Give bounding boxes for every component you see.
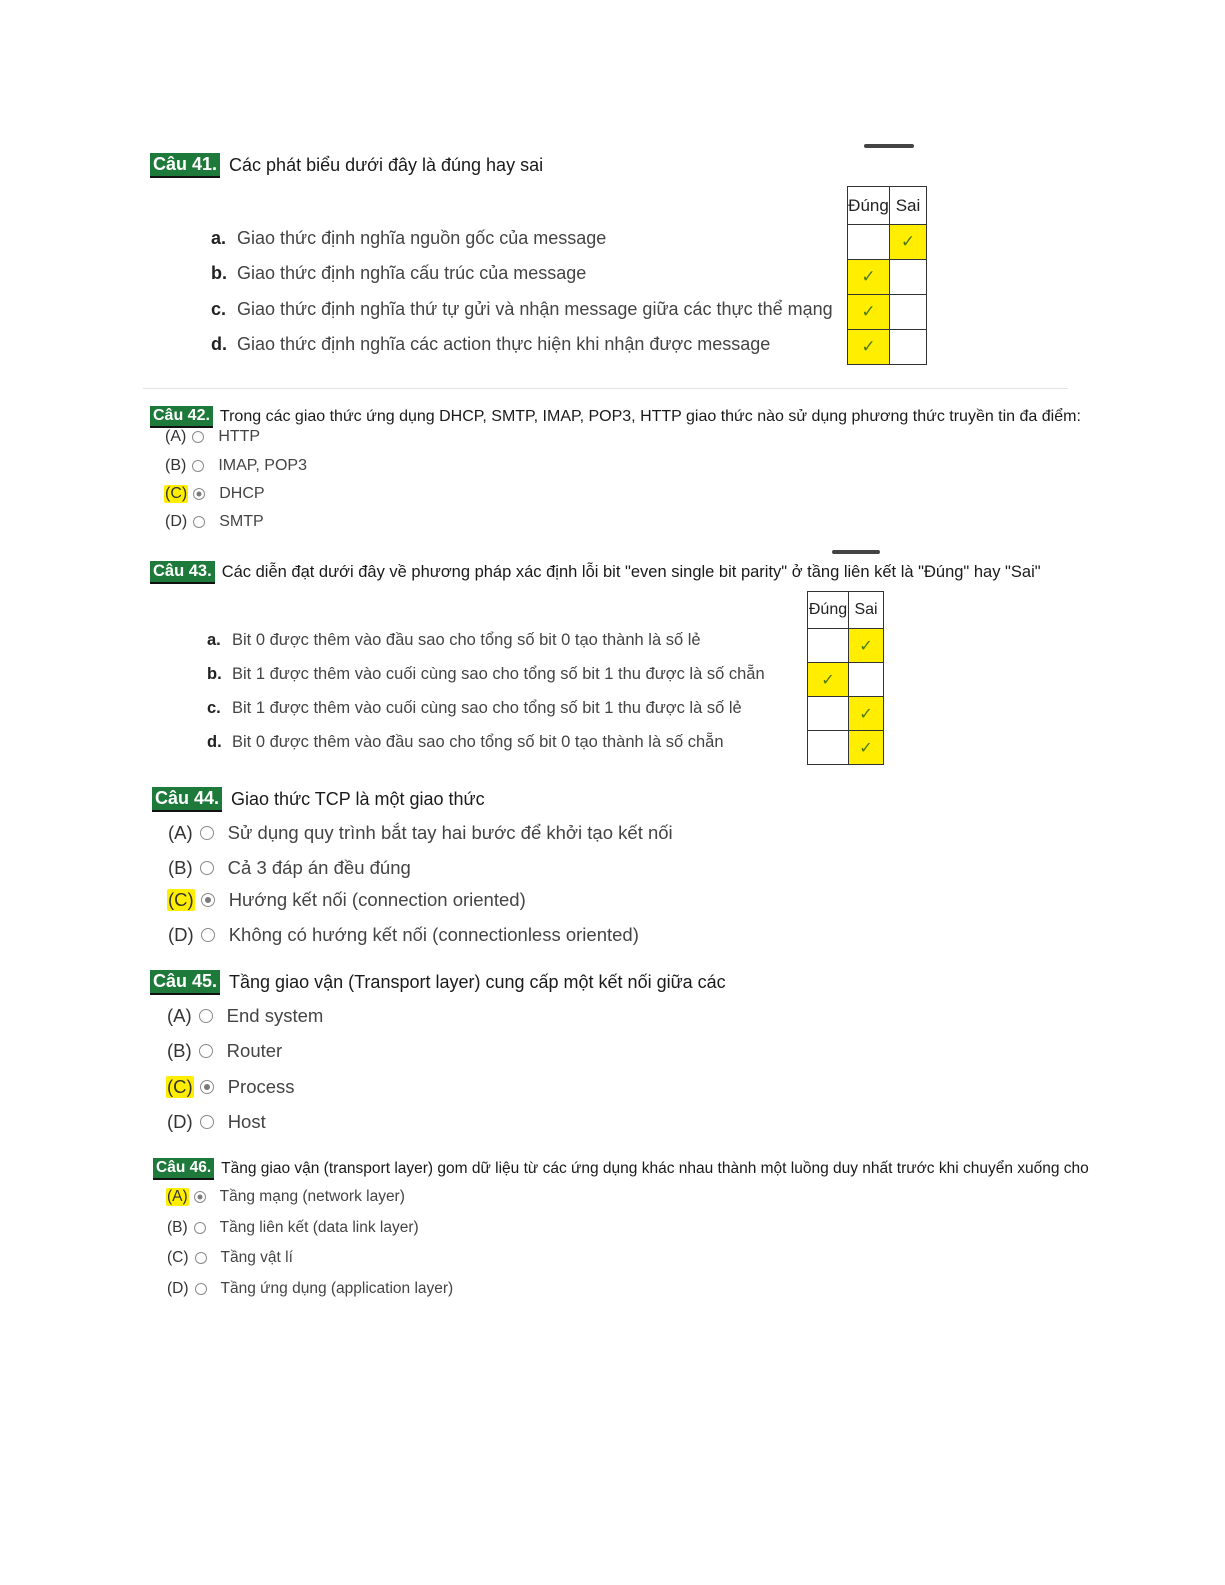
checkmark-icon: ✓ [900, 232, 916, 251]
option-a[interactable] [166, 1005, 323, 1027]
column-header-true: Đúng [808, 592, 849, 629]
statement-text: Bit 1 được thêm vào cuối cùng sao cho tổng số bit 1 thu được là số lẻ [232, 699, 742, 717]
radio-button-selected[interactable] [201, 893, 215, 907]
option-c[interactable] [166, 1076, 295, 1098]
option-letter: (B) [167, 1219, 188, 1236]
option-text: IMAP, POP3 [218, 457, 307, 474]
checkmark-icon: ✓ [861, 267, 876, 286]
statement-text: Giao thức định nghĩa nguồn gốc của message [237, 228, 607, 248]
option-letter: (A) [165, 428, 187, 445]
option-d[interactable] [166, 1280, 453, 1298]
option-text: HTTP [218, 428, 261, 445]
statement-letter: c. [211, 299, 227, 319]
question-number-badge: Câu 41. [150, 153, 220, 178]
option-text: Không có hướng kết nối (connectionless oriented) [228, 924, 639, 945]
question-number-badge: Câu 46. [153, 1158, 214, 1180]
answer-cell-true[interactable] [808, 697, 849, 731]
statement-text: Giao thức định nghĩa các action thực hiện khi nhận được message [237, 334, 771, 354]
option-text: Tầng liên kết (data link layer) [219, 1219, 419, 1236]
true-false-table [807, 591, 884, 765]
question-title: Trong các giao thức ứng dụng DHCP, SMTP, IMAP, POP3, HTTP giao thức nào sử dụng phương thức truyền tin đa điểm: [219, 408, 1081, 426]
question-header [153, 1158, 1089, 1180]
column-header-false: Sai [890, 187, 927, 225]
option-letter: (B) [167, 1040, 192, 1061]
option-a[interactable] [166, 1188, 405, 1206]
answer-cell-false[interactable] [849, 629, 884, 663]
statement-b [207, 665, 765, 684]
question-number-badge: Câu 45. [150, 970, 220, 995]
option-letter-highlighted: (A) [167, 1188, 188, 1205]
question-title: Giao thức TCP là một giao thức [231, 788, 485, 809]
question-header [152, 787, 485, 812]
checkmark-icon: ✓ [861, 302, 876, 321]
option-text: Hướng kết nối (connection oriented) [228, 889, 526, 910]
statement-letter: d. [211, 334, 227, 354]
section-divider [143, 388, 1068, 389]
question-title: Các phát biểu dưới đây là đúng hay sai [229, 154, 544, 175]
question-title: Các diễn đạt dưới đây về phương pháp xác định lỗi bit "even single bit parity" ở tầng liên kết là "Đúng" hay "Sai" [221, 562, 1041, 581]
statement-text: Bit 1 được thêm vào cuối cùng sao cho tổng số bit 1 thu được là số chẵn [232, 665, 765, 683]
radio-button[interactable] [192, 431, 204, 443]
answer-cell-false[interactable] [849, 697, 884, 731]
answer-cell-true[interactable] [808, 731, 849, 765]
radio-button[interactable] [199, 1044, 213, 1058]
option-letter: (C) [167, 1249, 189, 1266]
question-number-badge: Câu 43. [150, 561, 215, 584]
answer-cell-false[interactable] [849, 663, 884, 697]
option-d[interactable] [164, 513, 264, 531]
answer-cell-true[interactable] [848, 330, 890, 365]
statement-c [207, 699, 742, 718]
checkmark-icon: ✓ [859, 637, 873, 655]
answer-cell-true[interactable] [848, 260, 890, 295]
question-title: Tầng giao vận (Transport layer) cung cấp một kết nối giữa các [229, 971, 726, 992]
question-header [150, 561, 1041, 584]
option-text: Tầng ứng dụng (application layer) [220, 1280, 454, 1297]
radio-button-selected[interactable] [200, 1080, 214, 1094]
question-number-badge: Câu 42. [150, 406, 213, 428]
radio-button[interactable] [195, 1283, 207, 1295]
statement-letter: b. [207, 665, 222, 683]
true-false-table [847, 186, 927, 365]
option-c[interactable] [164, 485, 265, 503]
statement-text: Giao thức định nghĩa cấu trúc của message [237, 263, 587, 283]
option-text: Process [227, 1076, 295, 1097]
statement-letter: a. [211, 228, 227, 248]
radio-button[interactable] [201, 928, 215, 942]
answer-cell-false[interactable] [849, 731, 884, 765]
option-letter: (A) [168, 822, 193, 843]
decorative-mark [832, 550, 880, 554]
radio-button-selected[interactable] [194, 1191, 206, 1203]
answer-cell-false[interactable] [890, 260, 927, 295]
statement-letter: b. [211, 263, 227, 283]
option-letter: (D) [167, 1280, 189, 1297]
option-text: SMTP [219, 513, 264, 530]
option-b[interactable] [166, 1040, 282, 1062]
option-a[interactable] [164, 428, 260, 446]
option-text: Sử dụng quy trình bắt tay hai bước để khởi tạo kết nối [227, 822, 673, 843]
checkmark-icon: ✓ [859, 739, 873, 757]
column-header-false: Sai [849, 592, 884, 629]
option-letter: (B) [168, 857, 193, 878]
radio-button[interactable] [195, 1252, 207, 1264]
radio-button[interactable] [200, 1115, 214, 1129]
answer-cell-true[interactable] [808, 663, 849, 697]
option-letter: (D) [165, 513, 188, 530]
answer-cell-false[interactable] [890, 330, 927, 365]
checkmark-icon: ✓ [821, 671, 835, 689]
option-text: Tầng mạng (network layer) [219, 1188, 405, 1205]
statement-text: Bit 0 được thêm vào đầu sao cho tổng số bit 0 tạo thành là số lẻ [232, 631, 701, 649]
option-text: End system [226, 1005, 324, 1026]
answer-cell-true[interactable] [848, 295, 890, 330]
option-letter: (D) [167, 1111, 193, 1132]
option-text: Tầng vật lí [220, 1249, 293, 1266]
radio-button[interactable] [192, 460, 204, 472]
question-title: Tầng giao vận (transport layer) gom dữ liệu từ các ứng dụng khác nhau thành một luồng duy nhất trước khi chuyển xuống cho [221, 1159, 1089, 1177]
answer-cell-false[interactable] [890, 225, 927, 260]
radio-button-selected[interactable] [193, 488, 205, 500]
radio-button[interactable] [200, 826, 214, 840]
option-letter-highlighted: (C) [167, 1076, 193, 1097]
statement-d [207, 733, 724, 752]
option-letter: (B) [165, 457, 187, 474]
option-c[interactable] [167, 889, 526, 911]
statement-d [211, 334, 770, 355]
radio-button[interactable] [193, 516, 205, 528]
decorative-mark [864, 144, 914, 148]
statement-letter: d. [207, 733, 222, 751]
statement-letter: a. [207, 631, 221, 649]
radio-button[interactable] [200, 861, 214, 875]
answer-cell-true[interactable] [808, 629, 849, 663]
answer-cell-true[interactable] [848, 225, 890, 260]
statement-c [211, 299, 833, 320]
option-c[interactable] [166, 1249, 293, 1267]
radio-button[interactable] [194, 1222, 206, 1234]
statement-letter: c. [207, 699, 221, 717]
option-text: Router [226, 1040, 283, 1061]
checkmark-icon: ✓ [859, 705, 873, 723]
option-text: Cả 3 đáp án đều đúng [227, 857, 411, 878]
answer-cell-false[interactable] [890, 295, 927, 330]
question-header [150, 406, 1081, 428]
option-d[interactable] [167, 924, 639, 946]
option-letter: (A) [167, 1005, 192, 1026]
option-b[interactable] [164, 457, 307, 475]
option-b[interactable] [166, 1219, 419, 1237]
option-letter-highlighted: (C) [165, 485, 188, 502]
question-number-badge: Câu 44. [152, 787, 222, 812]
checkmark-icon: ✓ [861, 337, 876, 356]
radio-button[interactable] [199, 1009, 213, 1023]
column-header-true: Đúng [848, 187, 890, 225]
question-header [150, 153, 543, 178]
option-b[interactable] [167, 857, 411, 879]
option-a[interactable] [167, 822, 673, 844]
question-header [150, 970, 726, 995]
statement-text: Bit 0 được thêm vào đầu sao cho tổng số bit 0 tạo thành là số chẵn [232, 733, 724, 751]
statement-a [211, 228, 606, 249]
option-letter: (D) [168, 924, 194, 945]
option-d[interactable] [166, 1111, 266, 1133]
statement-text: Giao thức định nghĩa thứ tự gửi và nhận message giữa các thực thể mạng [237, 299, 833, 319]
option-text: Host [227, 1111, 266, 1132]
option-letter-highlighted: (C) [168, 889, 194, 910]
statement-a [207, 631, 701, 650]
statement-b [211, 263, 586, 284]
option-text: DHCP [219, 485, 265, 502]
